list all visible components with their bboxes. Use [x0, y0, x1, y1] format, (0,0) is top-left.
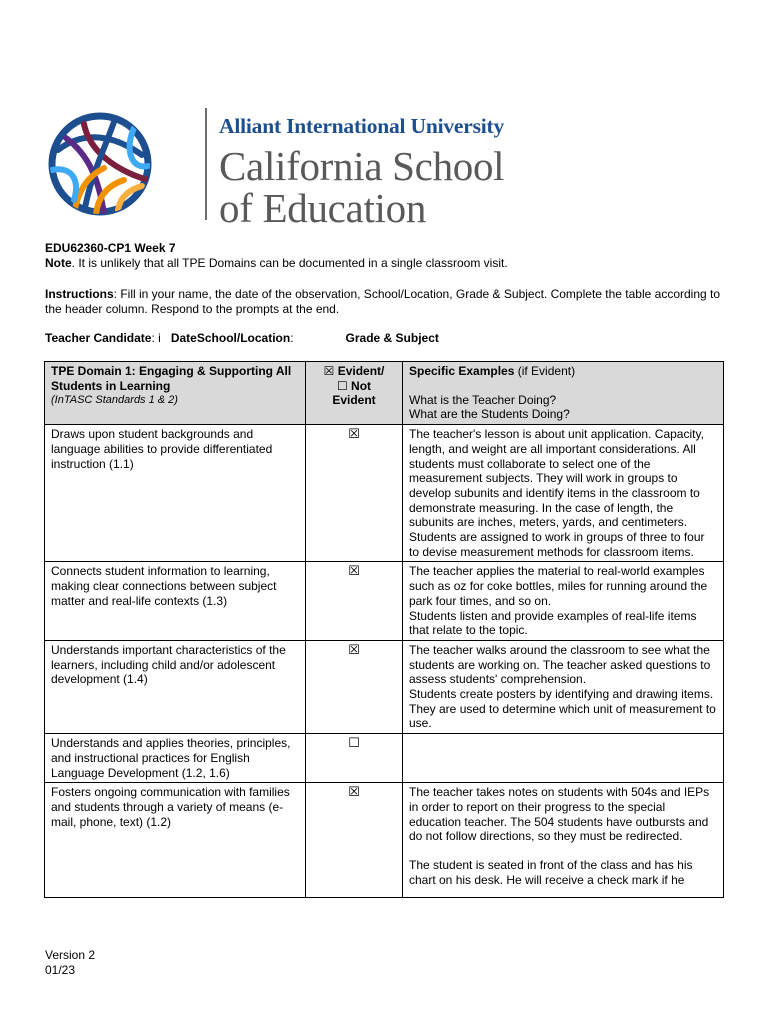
school-name-line1: California School	[219, 143, 505, 189]
example-teacher-text: The teacher walks around the classroom to see what the students are working on. The teacher asked questions to assess students' comprehension.	[409, 642, 711, 687]
example-cell[interactable]	[403, 562, 724, 641]
student-question: What are the Students Doing?	[409, 407, 570, 422]
version-label: Version 2	[45, 948, 96, 962]
instructions-label: Instructions	[45, 287, 114, 301]
logo-divider	[205, 108, 207, 220]
university-logo	[44, 108, 505, 231]
evident-checkbox[interactable]: ☐	[306, 734, 403, 783]
version-date: 01/23	[45, 963, 76, 977]
course-title: EDU62360-CP1 Week 7	[45, 241, 176, 255]
emblem-icon	[44, 110, 156, 218]
not-evident-option: ☐ Not	[336, 378, 372, 393]
evident-option: ☒ Evident/	[323, 364, 385, 378]
example-student-text: Students create posters by identifying and drawing items. They are used to determine which unit of measurement to use.	[409, 687, 716, 731]
example-teacher-text: The teacher's lesson is about unit application. Capacity, length, and weight are all important considerations. All students must collaborate to select one of the measurement subjects. They will work in groups to develop subunits and identify items in the classroom to demonstrate measuring. In the case of length, the subunits are inches, meters, yards, and centimeters.	[409, 427, 704, 530]
table-header-row	[45, 362, 724, 425]
domain-title: TPE Domain 1: Engaging & Supporting All Students in Learning	[51, 364, 292, 393]
not-evident-option-cont: Evident	[332, 393, 376, 408]
teacher-candidate-label: Teacher Candidate	[45, 331, 152, 345]
university-name: Alliant International University	[219, 114, 505, 138]
examples-suffix: (if Evident)	[514, 364, 576, 378]
footer-version	[45, 948, 95, 978]
candidate-info-line	[45, 331, 725, 345]
grade-subject-label: Grade & Subject	[345, 331, 439, 345]
date-location-label: DateSchool/Location	[170, 331, 291, 345]
criterion-cell: Draws upon student backgrounds and language abilities to provide differentiated instruction (1.1)	[45, 425, 306, 562]
teacher-candidate-value[interactable]: : i	[151, 331, 161, 345]
examples-label: Specific Examples	[409, 364, 515, 378]
example-cell[interactable]	[403, 734, 724, 783]
example-teacher-text: The teacher applies the material to real-world examples such as oz for coke bottles, miles for running around the park four times, and so on.	[409, 564, 708, 608]
example-cell[interactable]	[403, 425, 724, 562]
example-student-text: Students are assigned to work in groups of three to four to devise measurement methods for classroom items.	[409, 530, 705, 559]
evident-checkbox[interactable]: ☒	[306, 640, 403, 733]
table-row	[45, 783, 724, 898]
table-row	[45, 640, 724, 733]
criterion-cell: Fosters ongoing communication with families and students through a variety of means (e-mail, phone, text) (1.2)	[45, 783, 306, 898]
criterion-cell: Understands and applies theories, principles, and instructional practices for English Language Development (1.2, 1.6)	[45, 734, 306, 783]
school-name-line2: of Education	[219, 185, 427, 231]
teacher-question: What is the Teacher Doing?	[409, 392, 557, 407]
example-student-text: The student is seated in front of the class and has his chart on his desk. He will receive a check mark if he	[409, 858, 693, 887]
criterion-cell: Connects student information to learning, making clear connections between subject matter and real-life contexts (1.3)	[45, 562, 306, 641]
evident-checkbox[interactable]: ☒	[306, 783, 403, 898]
domain-standards: (InTASC Standards 1 & 2)	[51, 394, 178, 407]
instructions-text: : Fill in your name, the date of the observation, School/Location, Grade & Subject. Complete the table according to the header column. Respond to the prompts at the end.	[45, 287, 721, 316]
note-paragraph	[45, 256, 725, 270]
observation-table	[44, 361, 724, 898]
note-label: Note	[45, 256, 72, 270]
table-row	[45, 425, 724, 562]
example-cell[interactable]	[403, 640, 724, 733]
date-location-value[interactable]: :	[290, 331, 294, 345]
example-student-text: Students listen and provide examples of real-life items that relate to the topic.	[409, 608, 697, 638]
evident-checkbox[interactable]: ☒	[306, 562, 403, 641]
evident-checkbox[interactable]: ☒	[306, 425, 403, 562]
table-row	[45, 562, 724, 641]
example-teacher-text: The teacher takes notes on students with 504s and IEPs in order to report on their progress to the special education teacher. The 504 students have outbursts and do not follow directions, so they must be redirected.	[409, 785, 710, 844]
criterion-cell: Understands important characteristics of the learners, including child and/or adolescent development (1.4)	[45, 640, 306, 733]
note-text: . It is unlikely that all TPE Domains can be documented in a single classroom visit.	[71, 256, 508, 270]
instructions-paragraph	[45, 287, 725, 317]
table-row	[45, 734, 724, 783]
examples-header-cell	[403, 362, 724, 425]
domain-header-cell	[45, 362, 306, 425]
example-cell[interactable]	[403, 783, 724, 898]
evident-header-cell	[306, 362, 403, 425]
